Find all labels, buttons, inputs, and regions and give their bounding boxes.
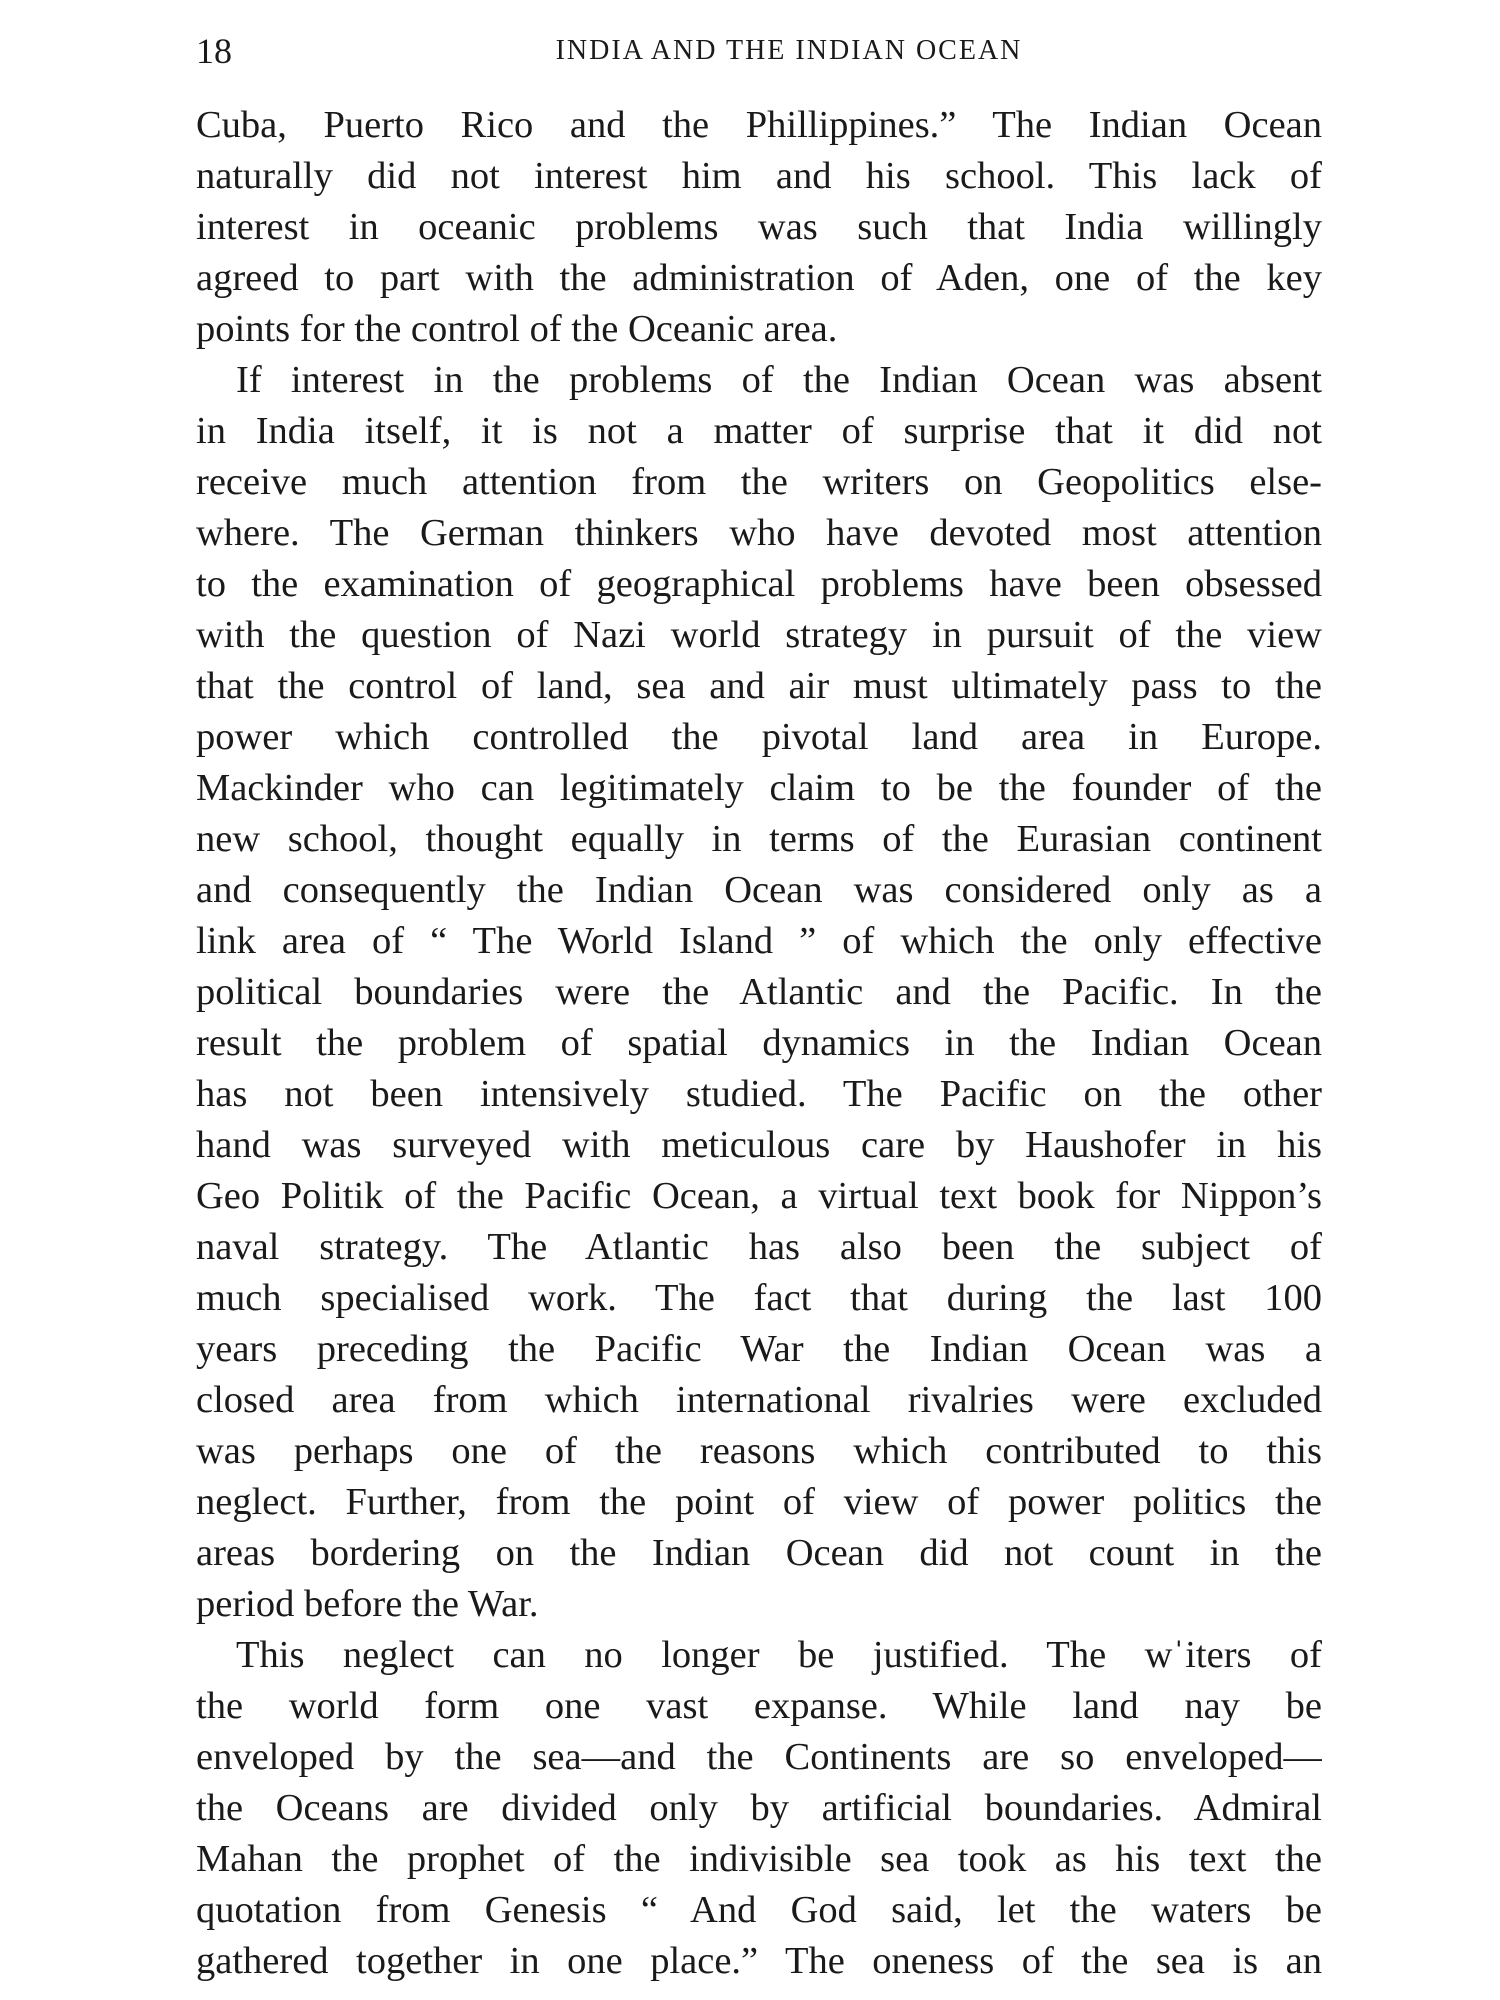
- text-line: power which controlled the pivotal land area in Europe.: [196, 716, 1322, 758]
- text-line: enveloped by the sea—and the Continents are so enveloped—: [196, 1736, 1322, 1778]
- page-header: [196, 26, 1322, 76]
- text-line: If interest in the problems of the Indian Ocean was absent: [236, 359, 1322, 401]
- text-line: Mackinder who can legitimately claim to be the founder of the: [196, 767, 1322, 809]
- text-line: where. The German thinkers who have devoted most attention: [196, 512, 1322, 554]
- text-line: new school, thought equally in terms of the Eurasian continent: [196, 818, 1322, 860]
- text-line: has not been intensively studied. The Pacific on the other: [196, 1073, 1322, 1115]
- text-line: political boundaries were the Atlantic and the Pacific. In the: [196, 971, 1322, 1013]
- text-line: with the question of Nazi world strategy in pursuit of the view: [196, 614, 1322, 656]
- text-line: that the control of land, sea and air must ultimately pass to the: [196, 665, 1322, 707]
- running-head: INDIA AND THE INDIAN OCEAN: [555, 35, 1023, 66]
- text-line: agreed to part with the administration of Aden, one of the key: [196, 257, 1322, 299]
- text-line: areas bordering on the Indian Ocean did not count in the: [196, 1532, 1322, 1574]
- text-line: Cuba, Puerto Rico and the Phillippines.” The Indian Ocean: [196, 104, 1322, 146]
- text-line: Mahan the prophet of the indivisible sea took as his text the: [196, 1838, 1322, 1880]
- text-line: years preceding the Pacific War the Indian Ocean was a: [196, 1328, 1322, 1370]
- text-line: interest in oceanic problems was such that India willingly: [196, 206, 1322, 248]
- text-line: hand was surveyed with meticulous care by Haushofer in his: [196, 1124, 1322, 1166]
- text-line: naval strategy. The Atlantic has also been the subject of: [196, 1226, 1322, 1268]
- text-line: points for the control of the Oceanic area.: [196, 308, 838, 350]
- text-line: quotation from Genesis “ And God said, let the waters be: [196, 1889, 1322, 1931]
- text-line: This neglect can no longer be justified. The wˈiters of: [236, 1634, 1322, 1676]
- page-number: 18: [196, 31, 232, 71]
- text-line: period before the War.: [196, 1583, 539, 1625]
- text-line: the Oceans are divided only by artificial boundaries. Admiral: [196, 1787, 1322, 1829]
- text-line: link area of “ The World Island ” of which the only effective: [196, 920, 1322, 962]
- text-line: neglect. Further, from the point of view of power politics the: [196, 1481, 1322, 1523]
- text-line: result the problem of spatial dynamics in the Indian Ocean: [196, 1022, 1322, 1064]
- text-line: was perhaps one of the reasons which contributed to this: [196, 1430, 1322, 1472]
- body-text: [196, 100, 1322, 1987]
- text-line: and consequently the Indian Ocean was considered only as a: [196, 869, 1322, 911]
- text-line: gathered together in one place.” The oneness of the sea is an: [196, 1940, 1322, 1982]
- text-line: in India itself, it is not a matter of surprise that it did not: [196, 410, 1322, 452]
- text-line: to the examination of geographical problems have been obsessed: [196, 563, 1322, 605]
- text-line: much specialised work. The fact that during the last 100: [196, 1277, 1322, 1319]
- text-line: closed area from which international rivalries were excluded: [196, 1379, 1322, 1421]
- text-line: naturally did not interest him and his school. This lack of: [196, 155, 1322, 197]
- text-line: the world form one vast expanse. While land nay be: [196, 1685, 1322, 1727]
- text-line: receive much attention from the writers on Geopolitics else-: [196, 461, 1322, 503]
- text-line: Geo Politik of the Pacific Ocean, a virtual text book for Nippon’s: [196, 1175, 1322, 1217]
